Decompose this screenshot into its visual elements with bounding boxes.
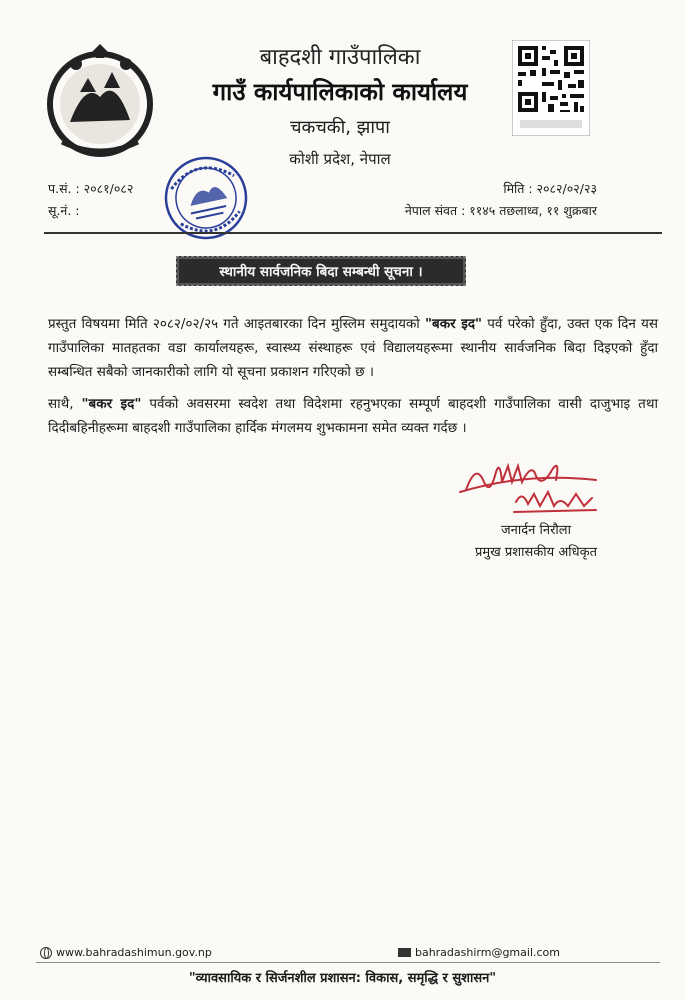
nepal-sambat-date: नेपाल संवत : ११४५ तछलाध्व, ११ शुक्रबार bbox=[404, 203, 597, 218]
mail-icon bbox=[398, 948, 411, 957]
footer-website[interactable] bbox=[40, 946, 212, 959]
website-link[interactable]: www.bahradashimun.gov.np bbox=[56, 946, 212, 959]
issue-date: मिति : २०८२/०२/२३ bbox=[503, 181, 597, 196]
qr-code-icon bbox=[512, 40, 590, 136]
notice-body bbox=[48, 312, 658, 448]
handwritten-signature-icon bbox=[456, 452, 606, 522]
nepal-emblem-icon bbox=[40, 42, 160, 162]
footer-divider bbox=[36, 962, 660, 963]
office-name: गाउँ कार्यपालिकाको कार्यालय bbox=[212, 78, 468, 106]
reference-block bbox=[48, 178, 133, 222]
office-location: चकचकी, झापा bbox=[290, 117, 390, 138]
signer-name: जनार्दन निरौला bbox=[501, 523, 571, 538]
date-block bbox=[405, 178, 597, 222]
globe-icon bbox=[40, 947, 52, 959]
dispatch-number: सू.नं. : bbox=[48, 203, 80, 218]
reference-number: प.सं. : २०८१/०८२ bbox=[48, 181, 134, 196]
footer-email[interactable] bbox=[398, 946, 560, 959]
municipality-name: बाहदशी गाउँपालिका bbox=[259, 45, 421, 70]
body-paragraph: प्रस्तुत विषयमा मिति २०८२/०२/२५ गते आइतबारका दिन मुस्लिम समुदायको "बकर इद" पर्व परेको हुँदा, उक्त एक दिन यस गाउँपालिका मातहतका वडा कार्यालयहरू, स्वास्थ्य संस्थाहरू एवं विद्यालयहरूमा स्थानीय सार्वजनिक बिदा दिइएको हुँदा सम्बन्धित सबैको जानकारीको लागि यो सूचना प्रकाशन गरिएको छ । bbox=[48, 316, 658, 380]
province-name: कोशी प्रदेश, नेपाल bbox=[289, 150, 391, 168]
body-paragraph: साथै, "बकर इद" पर्वको अवसरमा स्वदेश तथा विदेशमा रहनुभएका सम्पूर्ण बाहदशी गाउँपालिका वासी दाजुभाइ तथा दिदीबहिनीहरूमा बाहदशी गाउँपालिका हार्दिक मंगलमय शुभकामना समेत व्यक्त गर्दछ । bbox=[48, 396, 658, 436]
footer-motto: "व्यावसायिक र सिर्जनशील प्रशासन: विकास, समृद्धि र सुशासन" bbox=[188, 971, 497, 986]
signer-title: प्रमुख प्रशासकीय अधिकृत bbox=[474, 545, 598, 560]
signer-block bbox=[446, 520, 626, 564]
notice-subject: स्थानीय सार्वजनिक बिदा सम्बन्धी सूचना । bbox=[176, 256, 466, 286]
header-divider bbox=[44, 232, 662, 234]
office-stamp-icon bbox=[160, 152, 252, 244]
email-link[interactable]: bahradashirm@gmail.com bbox=[414, 946, 560, 959]
